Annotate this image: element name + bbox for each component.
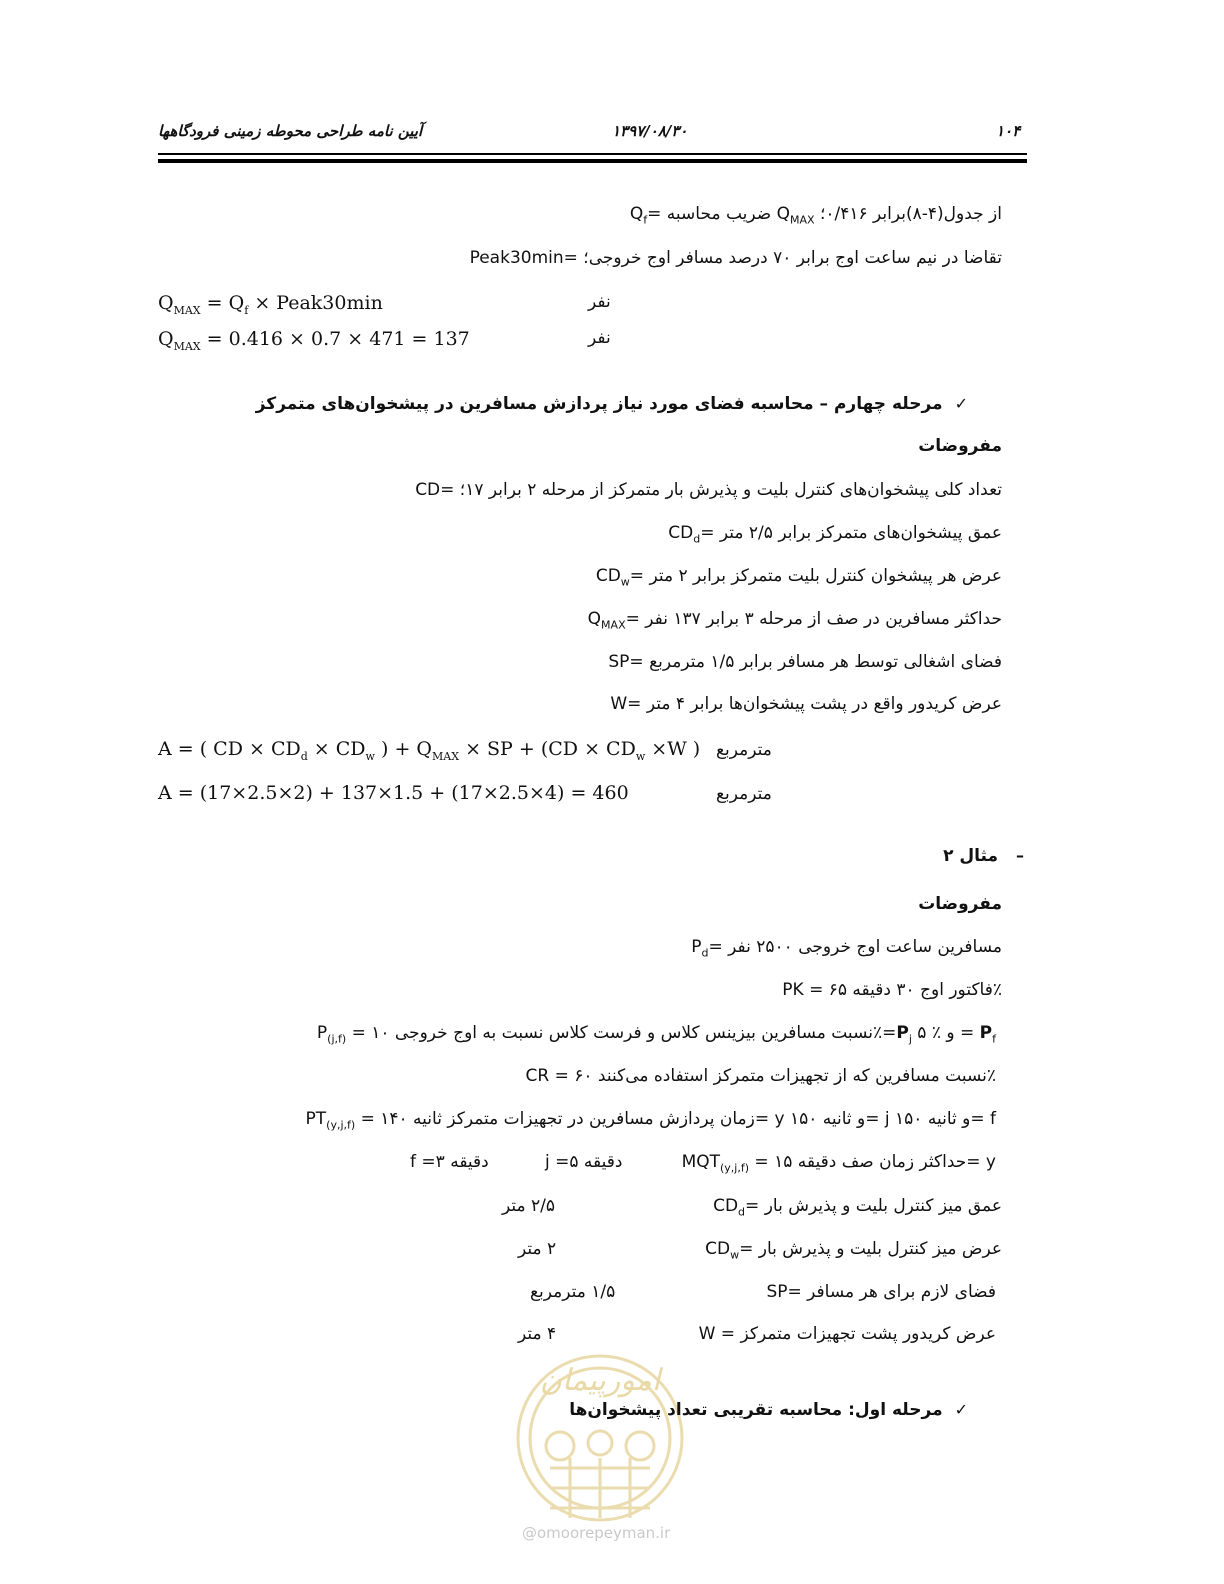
watermark-site: @omoorepeyman.ir <box>522 1524 671 1542</box>
checkmark-icon: ✓ <box>954 394 968 413</box>
ex2-cdw-value: ۲ متر <box>518 1239 557 1259</box>
qmax-formula-unit: نفر <box>588 292 611 312</box>
pk-definition: PK = فاکتور اوج ۳۰ دقیقه ۶۵٪ <box>782 980 1002 1000</box>
area-formula-unit: مترمربع <box>716 740 772 760</box>
ex2-sp-label: SP= فضای لازم برای هر مسافر <box>766 1282 996 1302</box>
mqt-f-value: دقیقه ۳= f <box>410 1152 489 1172</box>
sp-definition: SP= فضای اشغالی توسط هر مسافر برابر ۱/۵ مترمربع <box>608 652 1002 672</box>
ex2-cdd-value: ۲/۵ متر <box>502 1196 556 1216</box>
ex2-w-label: W = عرض کریدور پشت تجهیزات متمرکز <box>698 1324 996 1344</box>
step1-heading: ✓مرحله اول: محاسبه تقریبی تعداد پیشخوان‌ها <box>569 1400 968 1420</box>
ex2-w-value: ۴ متر <box>518 1324 557 1344</box>
dash-bullet: – <box>1016 846 1024 865</box>
step4-assumptions-title: مفروضات <box>918 436 1002 456</box>
page-number: ۱۰۴ <box>996 122 1021 140</box>
area-calculation: A = (17×2.5×2) + 137×1.5 + (17×2.5×4) = 460 <box>158 782 629 804</box>
peak30min-definition: Peak30min= تقاضا در نیم ساعت اوج برابر ۷۰ درصد مسافر اوج خروجی؛ <box>469 248 1002 268</box>
mqt-definition: $MQT_{(y,j,f)}$ = حداکثر زمان صف دقیقه ۱۵= y <box>681 1152 996 1175</box>
ex2-sp-value: ۱/۵ مترمربع <box>530 1282 616 1302</box>
cr-definition: CR = نسبت مسافرین که از تجهیزات متمرکز استفاده می‌کنند ۶۰٪ <box>525 1066 996 1086</box>
header-rule-thin <box>158 153 1027 155</box>
step4-heading: ✓مرحله چهارم – محاسبه فضای مورد نیاز پردازش مسافرین در پیشخوان‌های متمرکز <box>255 394 968 414</box>
qf-definition: $Q_f=$ ضریب محاسبه $Q_{MAX}$ از جدول(۴-۸)برابر ۰/۴۱۶؛ <box>629 204 1002 227</box>
example2-heading: –مثال ۲ <box>943 846 1024 866</box>
at-icon: @ <box>522 1524 537 1542</box>
watermark-logo <box>510 1318 690 1558</box>
header-rule-thick <box>158 159 1027 163</box>
ex2-cdw-label: $CD_w=$ عرض میز کنترل بلیت و پذیرش بار <box>705 1239 1002 1262</box>
example2-assumptions-title: مفروضات <box>918 894 1002 914</box>
qmax-calculation-unit: نفر <box>588 328 611 348</box>
mqt-j-value: دقیقه ۵= j <box>545 1152 623 1172</box>
qmax-definition: $Q_{MAX}=$ حداکثر مسافرین در صف از مرحله ۳ برابر ۱۳۷ نفر <box>587 609 1002 632</box>
pt-definition: $PT_{(y,j,f)}$ = زمان پردازش مسافرین در تجهیزات متمرکز ثانیه ۱۴۰= y و ثانیه ۱۵۰= j و ثانیه ۱۵۰= f <box>305 1109 996 1132</box>
header-title: آیین نامه طراحی محوطه زمینی فرودگاهها <box>158 122 423 140</box>
area-calculation-unit: مترمربع <box>716 784 772 804</box>
area-formula: A = ( CD × $CD_d \times CD_w$ ) + $Q_{MAX}$ × SP + ($CD \times CD_w \times W$ ) <box>158 738 701 763</box>
qmax-calculation: $Q_{MAX} = 0.416 \times 0.7 \times 471 = 137$ <box>158 328 470 353</box>
ex2-cdd-label: $CD_d=$ عمق میز کنترل بلیت و پذیرش بار <box>713 1196 1002 1219</box>
pd-definition: $P_d=$ مسافرین ساعت اوج خروجی ۲۵۰۰ نفر <box>691 937 1002 960</box>
watermark-logo-text: امورپیمان <box>539 1363 661 1398</box>
cd-definition: CD= تعداد کلی پیشخوان‌های کنترل بلیت و پذیرش بار متمرکز از مرحله ۲ برابر ۱۷؛ <box>415 480 1002 500</box>
cdw-definition: $CD_w=$ عرض هر پیشخوان کنترل بلیت متمرکز برابر ۲ متر <box>595 566 1002 589</box>
pjf-definition: $P_{(j,f)}$ = نسبت مسافرین بیزینس کلاس و فرست کلاس نسبت به اوج خروجی $۱۰٪=P_j$ و ٪ ۵ = $P_f$ <box>316 1023 996 1046</box>
checkmark-icon: ✓ <box>954 1400 968 1419</box>
qmax-formula: $Q_{MAX} = Q_f$ × Peak30min <box>158 292 383 317</box>
cdd-definition: $CD_d=$ عمق پیشخوان‌های متمرکز برابر ۲/۵ متر <box>668 523 1002 546</box>
header-date: ۱۳۹۷/۰۸/۳۰ <box>612 122 688 140</box>
w-definition: W= عرض کریدور واقع در پشت پیشخوان‌ها برابر ۴ متر <box>610 694 1002 714</box>
